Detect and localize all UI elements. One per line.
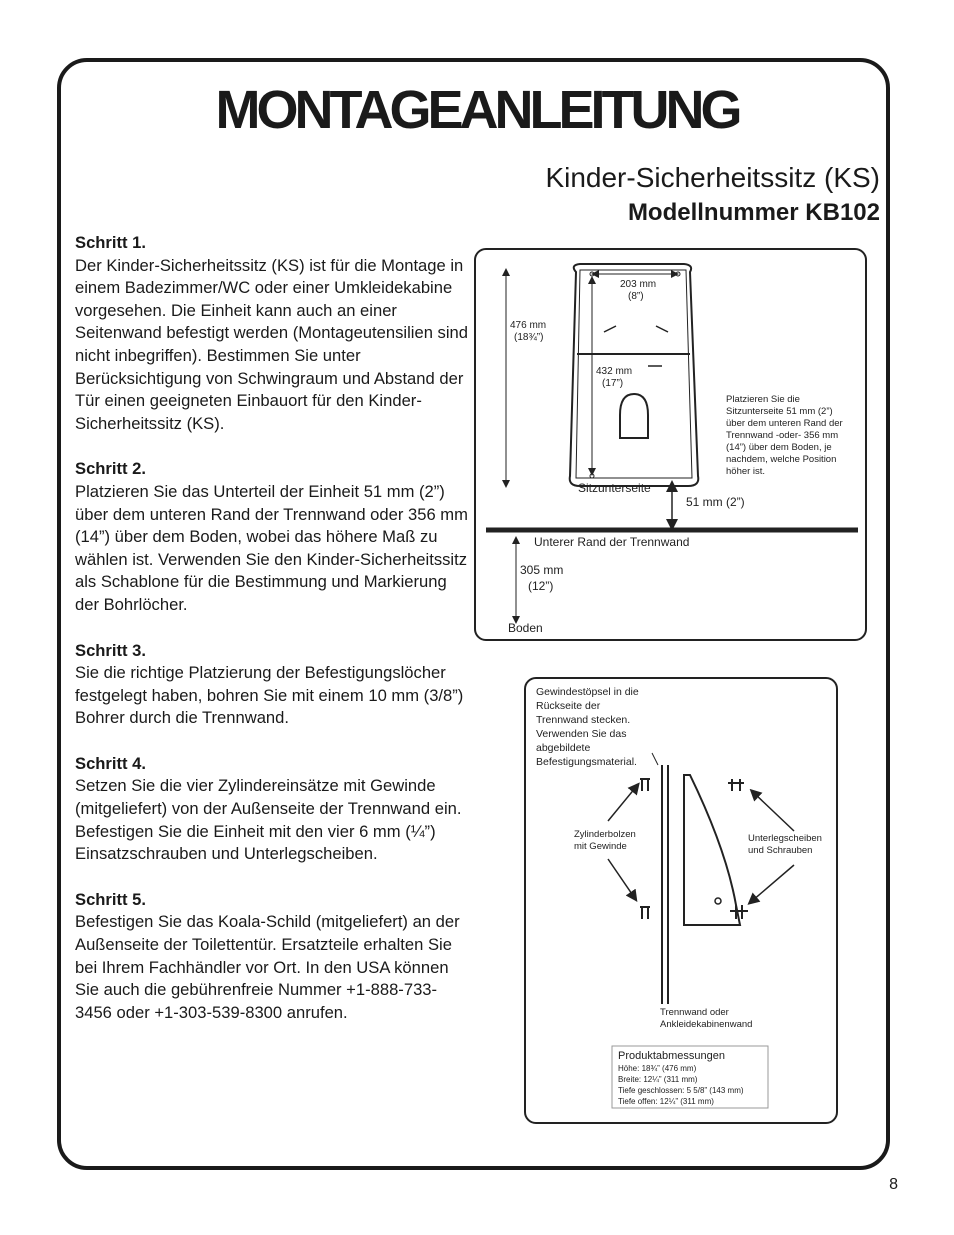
steps-column [75,232,470,1047]
step-title: Schritt 4. [75,753,147,773]
step-title: Schritt 2. [75,459,147,479]
hardware-diagram [524,677,838,1124]
placement-diagram [474,248,867,641]
floor-label: Boden [508,621,543,635]
unit-profile [684,775,740,925]
partition-edge-label: Unterer Rand der Trennwand [534,535,690,549]
inner-in: (17”) [602,378,624,389]
page-title: MONTAGEANLEITUNG [215,80,739,140]
step-1 [75,232,470,435]
floor-mm: 305 mm [520,563,564,577]
bolts-label: Zylinderbolzen mit Gewinde [574,829,636,852]
step-text: Befestigen Sie das Koala-Schild (mitgeliefert) an der Außenseite der Toilettentür. Ersatzteile erhalten Sie bei Ihrem Fachhändler vor Ort. In den USA können Sie auch die gebührenfreie Nummer +1-888-733-3456 oder +1-303-539-8300 anrufen. [75,912,460,1022]
step-text: Platzieren Sie das Unterteil der Einheit 51 mm (2”) über dem unteren Rand der Trennwand oder 356 mm (14”) über dem Boden, wobei das höhere Maß zu wählen ist. Verwenden Sie den Kinder-Sicherheitssitz als Schablone für die Bestimmung und Markierung der Bohrlöcher. [75,481,468,614]
width-in: (8”) [628,291,644,302]
inner-mm: 432 mm [596,366,633,377]
hardware-drawing [526,679,836,1122]
product-subtitle: Kinder-Sicherheitssitz (KS) [545,162,880,193]
page-number: 8 [889,1176,898,1193]
step-4 [75,753,470,866]
washers-label: Unterlegscheiben und Schrauben [748,833,822,856]
step-title: Schritt 3. [75,640,147,660]
gap-label: 51 mm (2”) [686,495,745,509]
step-title: Schritt 5. [75,889,147,909]
step-title: Schritt 1. [75,233,147,252]
step-text: Sie die richtige Platzierung der Befestigungslöcher festgelegt haben, bohren Sie mit einem 10 mm (3/8”) Bohrer durch die Trennwand. [75,663,464,728]
step-text: Setzen Sie die vier Zylindereinsätze mit Gewinde (mitgeliefert) von der Außenseite der Trennwand ein. Befestigen Sie die Einheit mit den vier 6 mm (¼”) Einsatzschrauben und Unterlegscheiben. [75,776,462,864]
width-mm: 203 mm [620,279,657,290]
height-mm: 476 mm [510,320,547,331]
hole-cutout [620,394,648,438]
placement-note: Platzieren Sie die Sitzunterseite 51 mm (2”) über dem unteren Rand der Trennwand -oder- 356 mm (14”) über dem Boden, je nachdem, welche Position höher ist. [726,394,843,477]
seat-bottom-label: Sitzunterseite [578,481,651,495]
wall-label: Trennwand oder Ankleidekabinenwand [660,1007,753,1030]
step-text: Der Kinder-Sicherheitssitz (KS) ist für die Montage in einem Badezimmer/WC oder einer Umkleidekabine vorgesehen. Die Einheit kann auch an einer Seitenwand befestigt werden (Montageutensilien sind nicht inbegriffen). Bestimmen Sie unter Berücksichtigung von Schwingraum und Abstand der Tür einen geeigneten Einbauort für den Kinder-Sicherheitssitz (KS). [75,255,468,433]
dimensions-title: Produktabmessungen [618,1050,726,1062]
dimensions-list: Höhe: 18¾” (476 mm) Breite: 12¼” (311 mm) Tiefe geschlossen: 5 5/8” (143 mm) Tiefe offen: 12¼” (311 mm) [618,1064,744,1106]
screw-washer-icon [728,779,748,919]
threaded-bolt-icon [640,779,650,919]
step-3 [75,640,470,730]
placement-drawing [476,250,865,639]
step-5 [75,889,470,1025]
plug-note: Gewindestöpsel in die Rückseite der Trennwand stecken. Verwenden Sie das abgebildete Befestigungsmaterial. [536,686,639,768]
model-number: Modellnummer KB102 [627,199,880,226]
step-2 [75,458,470,616]
floor-in: (12”) [528,579,554,593]
height-in: (18¾”) [514,332,544,343]
